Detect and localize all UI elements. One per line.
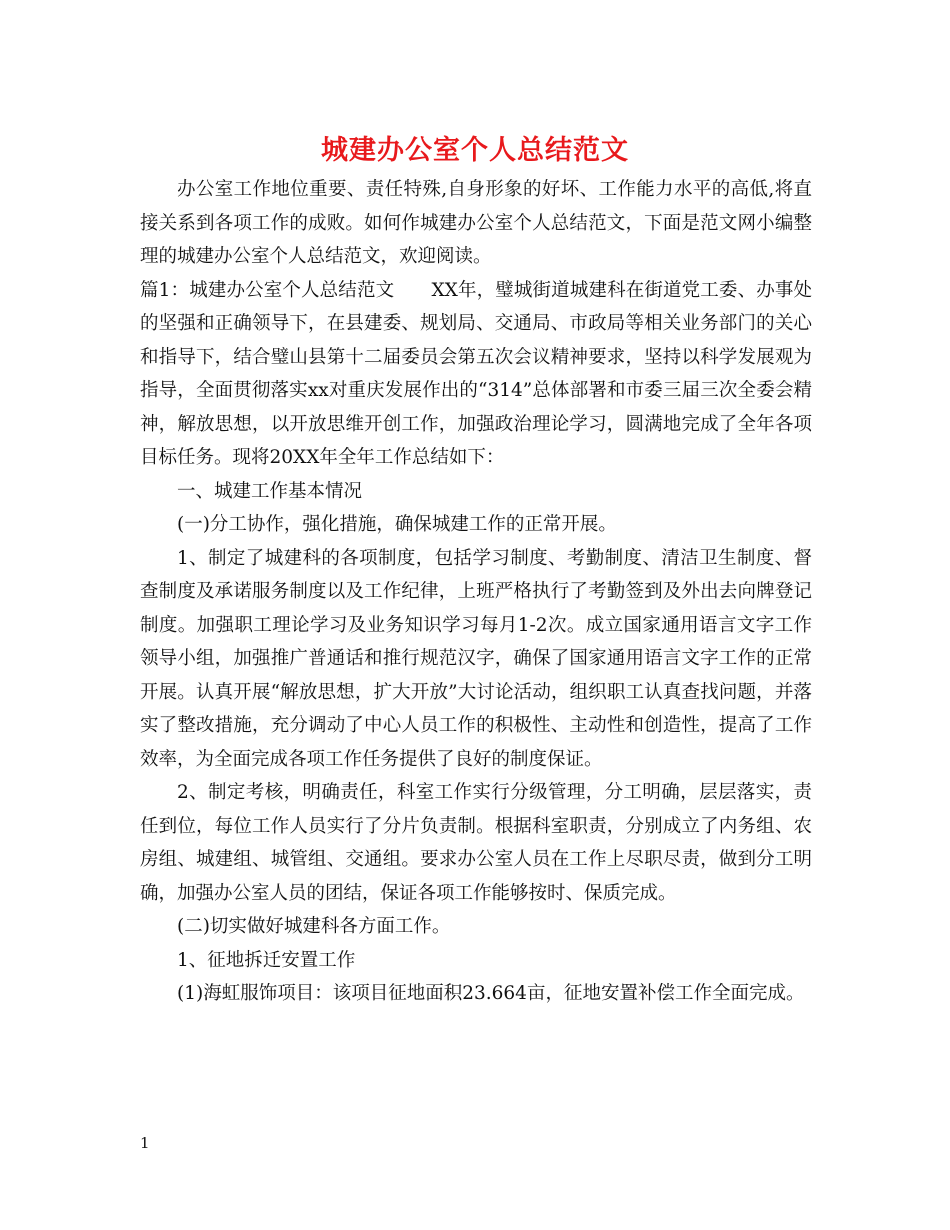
paragraph: 1、制定了城建科的各项制度，包括学习制度、考勤制度、清洁卫生制度、督查制度及承诺服务制度以及工作纪律，上班严格执行了考勤签到及外出去向牌登记制度。加强职工理论学习及业务知识学习每月1-2次。成立国家通用语言文字工作领导小组，加强推广普通话和推行规范汉字，确保了国家通用语言文字工作的正常开展。认真开展“解放思想，扩大开放”大讨论活动，组织职工认真查找问题，并落实了整改措施，充分调动了中心人员工作的积极性、主动性和创造性，提高了工作效率，为全面完成各项工作任务提供了良好的制度保证。 [140,547,812,770]
paragraph: 1、征地拆迁安置工作 [177,949,356,971]
paragraph: 办公室工作地位重要、责任特殊,自身形象的好坏、工作能力水平的高低,将直接关系到各项工作的成败。如何作城建办公室个人总结范文，下面是范文网小编整理的城建办公室个人总结范文，欢迎阅读。 [140,179,812,267]
paragraph: 2、制定考核，明确责任，科室工作实行分级管理，分工明确，层层落实，责任到位，每位工作人员实行了分片负责制。根据科室职责，分别成立了内务组、农房组、城建组、城管组、交通组。要求办公室人员在工作上尽职尽责，做到分工明确，加强办公室人员的团结，保证各项工作能够按时、保质完成。 [140,782,812,904]
paragraph: (二)切实做好城建科各方面工作。 [177,916,451,937]
paragraph: 篇1：城建办公室个人总结范文 XX年，璧城街道城建科在街道党工委、办事处的坚强和正确领导下，在县建委、规划局、交通局、市政局等相关业务部门的关心和指导下，结合璧山县第十二届委员会第五次会议精神要求，坚持以科学发展观为指导，全面贯彻落实xx对重庆发展作出的“314”总体部署和市委三届三次全委会精神，解放思想，以开放思维开创工作，加强政治理论学习，圆满地完成了全年各项目标任务。现将20XX年全年工作总结如下： [140,279,812,468]
paragraph: 一、城建工作基本情况 [177,480,363,502]
page-title: 城建办公室个人总结范文 [321,135,629,166]
page-number: 1 [140,1134,150,1152]
paragraph: (1)海虹服饰项目：该项目征地面积23.664亩，征地安置补偿工作全面完成。 [177,983,805,1004]
paragraph: (一)分工协作，强化措施，确保城建工作的正常开展。 [177,514,617,535]
document-body [140,173,812,1011]
